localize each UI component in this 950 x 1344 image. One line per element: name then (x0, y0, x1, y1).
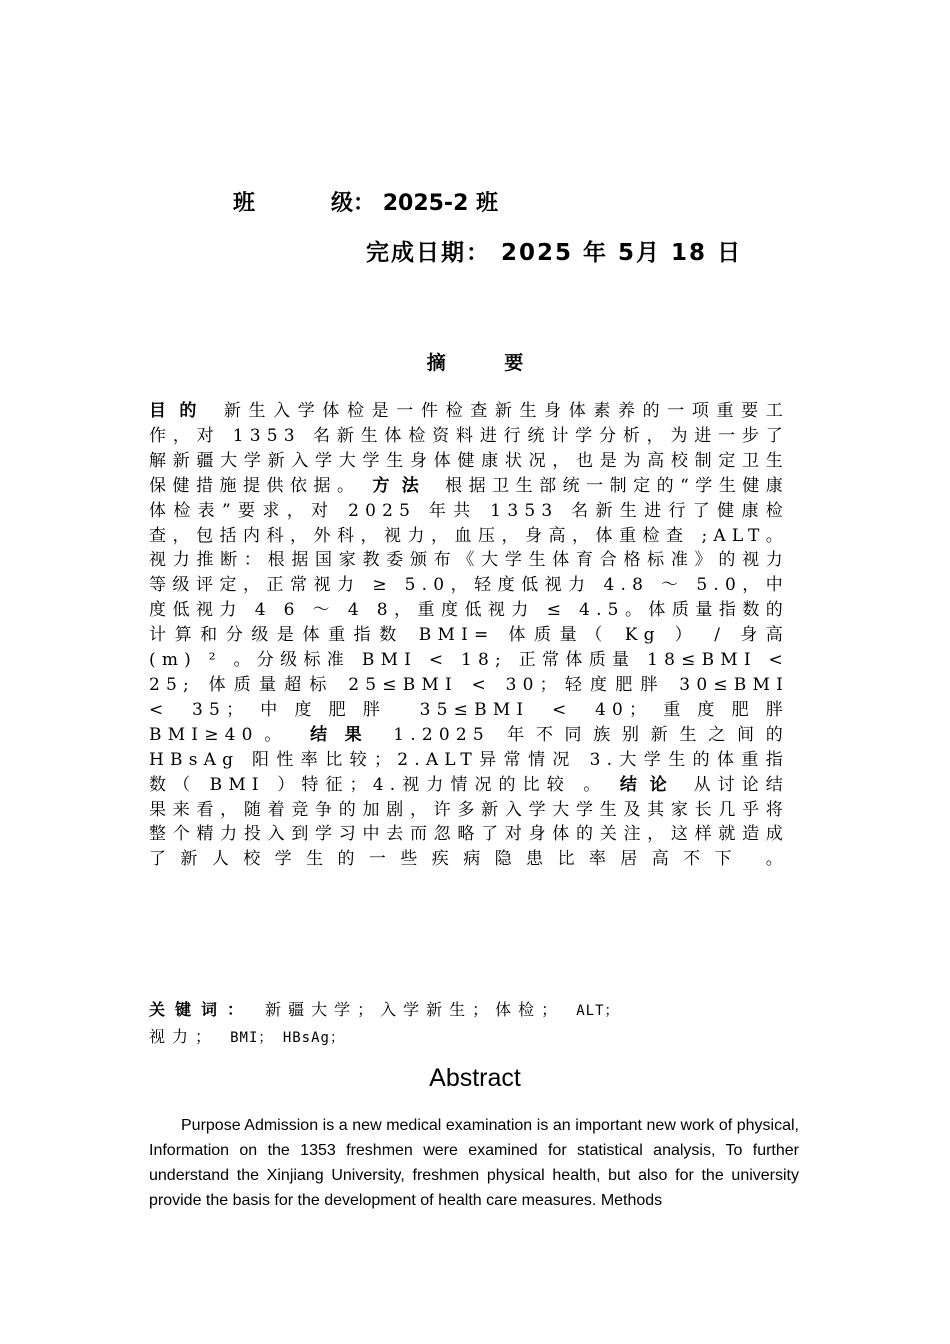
keywords-items: 新疆大学；入学新生；体检； (265, 1000, 565, 1019)
date-label: 完成日期： (366, 240, 491, 266)
conclusion-text: 从讨论结果来看，随着竞争的加剧，许多新入学大学生及其家长几乎将整个精力投入到学习中去而忽略了对身体的关注，这样就造成了新人校学生的一些疾病隐患比率居高不下 。 (149, 774, 789, 870)
keywords-line2-mono: BMI； HBsAg； (230, 1030, 345, 1046)
class-label-1: 班 (233, 191, 256, 216)
purpose-heading: 目的 (149, 401, 210, 421)
abstract-en-title: Abstract (429, 1064, 521, 1092)
abstract-cn-body (149, 399, 789, 872)
result-text: 1.2025 年不同族别新生之间的 HBsAg 阳性率比较；2.ALT异常情况 3.大学生的体重指数（ BMI ）特征；4.视力情况的比较 。 (149, 724, 789, 795)
completion-date-line (366, 234, 742, 267)
abstract-en-body: Purpose Admission is a new medical examination is an important new work of physical, Information on the 1353 freshmen were examined for statistical analysis, To further understand the Xinjiang University, freshmen physical health, but also for the university provide the basis for the development of health care measures. Methods (149, 1117, 799, 1209)
keywords (149, 997, 789, 1051)
abstract-cn-title: 摘 要 (426, 352, 550, 374)
class-value: 2025-2 班 (382, 191, 499, 216)
result-heading: 结果 (310, 724, 380, 745)
class-line (233, 186, 498, 217)
purpose-text: 新生入学体检是一件检查新生身体素养的一项重要工作，对 1353 名新生体检资料进行统计学分析，为进一步了解新疆大学新入学大学生身体健康状况，也是为高校制定卫生保健措施提供依据。 (149, 401, 789, 496)
keywords-label: 关键词： (149, 1000, 254, 1019)
class-label-2: 级： (331, 191, 376, 216)
keywords-line2: 视力； (149, 1027, 219, 1046)
date-value: 2025 年 5月 18 日 (501, 240, 743, 266)
keywords-alt: ALT； (576, 1003, 620, 1019)
method-heading: 方法 (372, 475, 432, 496)
method-text: 根据卫生部统一制定的“学生健康体检表”要求，对 2025 年共 1353 名新生进行了健康检查，包括内科，外科，视力，血压，身高，体重检查 ;ALT。视力推断：根据国家教委颁布《大学生体育合格标准》的视力等级评定，正常视力 ≥ 5.0，轻度低视力 4.8 ～ 5.0，中度低视力 4 6 ～ 4 8，重度低视力 ≤ 4.5。体质量指数的计算和分级是体重指数 BMI= 体质量（ Kg ） / 身高 (m) ² 。分级标准 BMI < 18; 正常体质量 18≤BMI < 25; 体质量超标 25≤BMI < 30；轻度肥胖 30≤BMI < 35；中度肥胖 35≤BMI < 40；重度肥胖 BMI≥40。 (149, 475, 789, 745)
conclusion-heading: 结论 (619, 774, 680, 795)
